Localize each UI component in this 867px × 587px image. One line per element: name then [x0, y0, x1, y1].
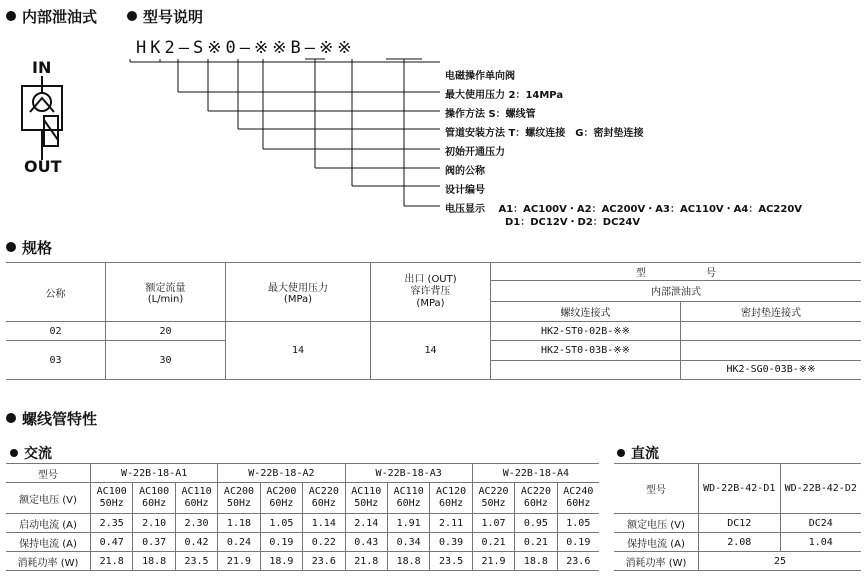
desc-cracking-pressure: 初始开通压力: [445, 147, 505, 158]
dc-model-d2: WD-22B-42-D2: [780, 464, 861, 514]
ac-voltage-cell: AC110 50Hz: [345, 483, 387, 514]
section-ac: 交流: [10, 443, 52, 463]
table-row: 保持电流 (A) 0.47 0.37 0.42 0.24 0.19 0.22 0.43 0.34 0.39 0.21 0.21 0.19: [6, 533, 599, 552]
ac-voltage-cell: AC200 60Hz: [260, 483, 302, 514]
ac-hdr-power: 消耗功率 (W): [6, 552, 91, 571]
code-char: B: [290, 38, 305, 58]
ac-voltage-cell: AC100 60Hz: [133, 483, 175, 514]
hdr-threaded: 螺纹连接式: [491, 301, 681, 321]
cell-gasket: [681, 322, 862, 341]
hdr-back-pressure: 出口 (OUT) 容许背压 (MPa): [371, 263, 491, 322]
ac-voltage-cell: AC220 50Hz: [472, 483, 514, 514]
section-internal-drain: 内部泄油式: [6, 6, 97, 27]
code-char: ※: [254, 38, 273, 58]
code-char: —: [304, 38, 319, 58]
ac-hdr-hold-current: 保持电流 (A): [6, 533, 91, 552]
spec-table: [6, 262, 861, 380]
section-dc: 直流: [617, 443, 659, 463]
ac-model-a2: W-22B-18-A2: [218, 464, 345, 483]
cell-nominal: 02: [6, 322, 106, 341]
section-model-explanation: 型号说明: [127, 6, 203, 27]
section-specs: 规格: [6, 237, 52, 258]
code-char: —: [178, 38, 193, 58]
hdr-internal-drain: 内部泄油式: [491, 281, 862, 301]
ac-model-a3: W-22B-18-A3: [345, 464, 472, 483]
code-char: ※: [319, 38, 338, 58]
ac-voltage-cell: AC200 50Hz: [218, 483, 260, 514]
cell-threaded: HK2-ST0-02B-※※: [491, 322, 681, 341]
cell-threaded: HK2-ST0-03B-※※: [491, 341, 681, 361]
desc-piping: 管道安装方法 T：螺纹连接 G：密封垫连接: [445, 128, 644, 139]
desc-valve-type: 电磁操作单向阀: [445, 71, 515, 82]
table-row: 额定电压 (V) DC12 DC24: [614, 514, 861, 533]
dc-hdr-model: 型号: [614, 464, 699, 514]
code-char: 2: [164, 38, 179, 58]
code-char: S: [193, 38, 208, 58]
table-row: 消耗功率 (W) 25: [614, 552, 861, 571]
table-row: 启动电流 (A) 2.35 2.10 2.30 1.18 1.05 1.14 2.14 1.91 2.11 1.07 0.95 1.05: [6, 514, 599, 533]
ac-voltage-cell: AC110 60Hz: [387, 483, 429, 514]
hdr-model: 型 号: [491, 263, 862, 281]
dc-solenoid-table: [614, 463, 861, 571]
cell-flow: 20: [106, 322, 226, 341]
ac-model-a4: W-22B-18-A4: [472, 464, 599, 483]
code-char: ※: [207, 38, 226, 58]
hdr-nominal: 公称: [6, 263, 106, 322]
dc-hdr-hold-current: 保持电流 (A): [614, 533, 699, 552]
desc-operation: 操作方法 S：螺线管: [445, 109, 536, 120]
cell-gasket: HK2-SG0-03B-※※: [681, 360, 862, 380]
ac-model-a1: W-22B-18-A1: [91, 464, 218, 483]
desc-nominal-size: 阀的公称: [445, 166, 485, 177]
ac-voltage-cell: AC100 50Hz: [91, 483, 133, 514]
ac-voltage-cell: AC220 60Hz: [515, 483, 557, 514]
desc-voltage-ac: 电压显示 A1：AC100V・A2：AC200V・A3：AC110V・A4：AC220V: [445, 204, 803, 215]
dc-hdr-power: 消耗功率 (W): [614, 552, 699, 571]
cell-flow: 30: [106, 341, 226, 380]
symbol-in-label: IN: [32, 58, 52, 77]
dc-model-d1: WD-22B-42-D1: [699, 464, 781, 514]
section-solenoid: 螺线管特性: [6, 408, 97, 429]
hdr-max-pressure: 最大使用压力 (MPa): [226, 263, 371, 322]
ac-voltage-cell: AC110 60Hz: [175, 483, 217, 514]
desc-max-pressure: 最大使用压力 2：14MPa: [445, 90, 564, 101]
ac-voltage-cell: AC240 60Hz: [557, 483, 599, 514]
dc-hdr-voltage: 额定电压 (V): [614, 514, 699, 533]
symbol-out-label: OUT: [24, 157, 62, 176]
table-row: [6, 322, 861, 341]
code-char: K: [150, 38, 165, 58]
ac-voltage-cell: AC220 60Hz: [303, 483, 345, 514]
code-char: 0: [225, 38, 240, 58]
code-char: —: [239, 38, 254, 58]
code-char: H: [136, 38, 151, 58]
cell-max-pressure: 14: [226, 322, 371, 380]
desc-design-number: 设计编号: [445, 185, 485, 196]
table-row: 消耗功率 (W) 21.8 18.8 23.5 21.9 18.9 23.6 21.8 18.8 23.5 21.9 18.8 23.6: [6, 552, 599, 571]
code-char: ※: [337, 38, 356, 58]
hdr-flow: 额定流量 (L/min): [106, 263, 226, 322]
code-char: ※: [272, 38, 291, 58]
ac-solenoid-table: [6, 463, 599, 571]
hdr-gasket: 密封垫连接式: [681, 301, 862, 321]
table-row: 保持电流 (A) 2.08 1.04: [614, 533, 861, 552]
cell-nominal: 03: [6, 341, 106, 380]
ac-hdr-model: 型号: [6, 464, 91, 483]
ac-hdr-start-current: 启动电流 (A): [6, 514, 91, 533]
desc-voltage-dc: D1：DC12V・D2：DC24V: [505, 217, 641, 228]
cell-back-pressure: 14: [371, 322, 491, 380]
ac-hdr-voltage: 额定电压 (V): [6, 483, 91, 514]
ac-voltage-cell: AC120 60Hz: [430, 483, 472, 514]
